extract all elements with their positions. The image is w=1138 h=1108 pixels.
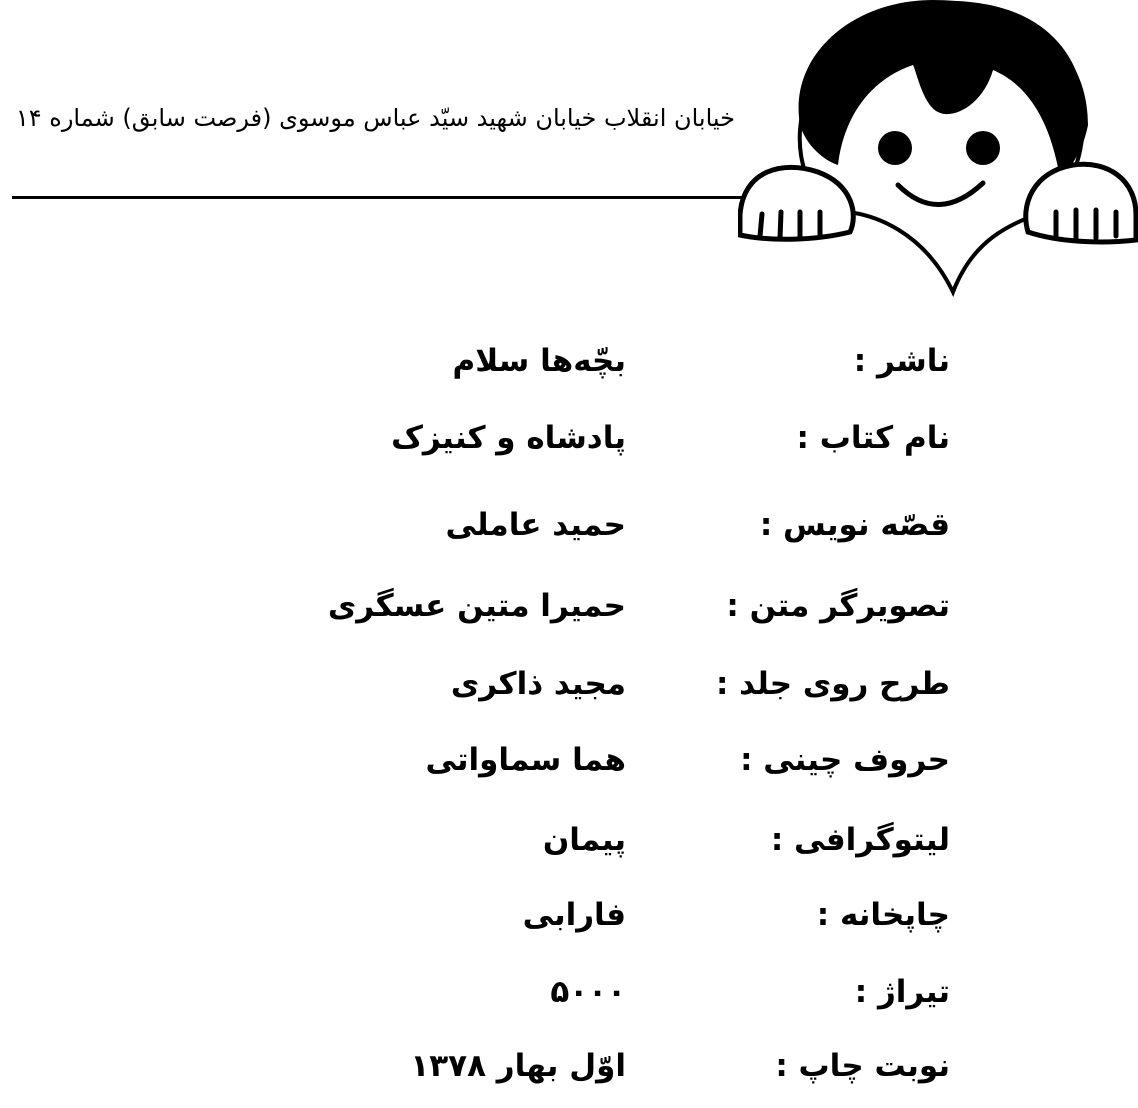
illustrator-label: تصویرگر متن : bbox=[726, 588, 950, 624]
book-title-label: نام کتاب : bbox=[796, 420, 950, 456]
author-label: قصّه نویس : bbox=[759, 507, 950, 543]
cover-design-label: طرح روی جلد : bbox=[715, 666, 950, 702]
colophon-row-typesetting bbox=[0, 742, 1138, 802]
publisher-value: بچّه‌ها سلام bbox=[452, 343, 626, 379]
publisher-address: خیابان انقلاب خیابان شهید سیّد عباس موسوی (فرصت سابق) شماره ۱۴ bbox=[15, 104, 735, 132]
edition-label: نوبت چاپ : bbox=[775, 1048, 950, 1084]
colophon-row-circulation bbox=[0, 974, 1138, 1034]
colophon-row-illustrator bbox=[0, 588, 1138, 648]
illustrator-value: حمیرا متین عسگری bbox=[327, 588, 626, 624]
colophon-row-lithography bbox=[0, 822, 1138, 882]
edition-value: اوّل بهار ۱۳۷۸ bbox=[410, 1048, 626, 1084]
colophon-row-printing-house bbox=[0, 897, 1138, 957]
colophon-row-cover-design bbox=[0, 666, 1138, 726]
circulation-label: تیراژ : bbox=[854, 974, 950, 1010]
book-title-value: پادشاه و کنیزک bbox=[391, 420, 626, 456]
typesetting-value: هما سماواتی bbox=[425, 742, 626, 778]
smiling-girl-face-logo-icon bbox=[738, 0, 1138, 300]
cover-design-value: مجید ذاکری bbox=[450, 666, 626, 702]
publisher-label: ناشر : bbox=[853, 343, 950, 379]
printing-house-value: فارابی bbox=[522, 897, 626, 933]
colophon-row-publisher bbox=[0, 343, 1138, 403]
circulation-value: ۵۰۰۰ bbox=[550, 974, 626, 1010]
author-value: حمید عاملی bbox=[445, 507, 626, 543]
lithography-value: پیمان bbox=[542, 822, 626, 858]
colophon-row-edition bbox=[0, 1048, 1138, 1108]
colophon-row-title bbox=[0, 420, 1138, 480]
header-divider bbox=[12, 196, 754, 199]
typesetting-label: حروف چینی : bbox=[740, 742, 950, 778]
lithography-label: لیتوگرافی : bbox=[770, 822, 950, 858]
colophon-row-author bbox=[0, 507, 1138, 567]
printing-house-label: چاپخانه : bbox=[816, 897, 950, 933]
